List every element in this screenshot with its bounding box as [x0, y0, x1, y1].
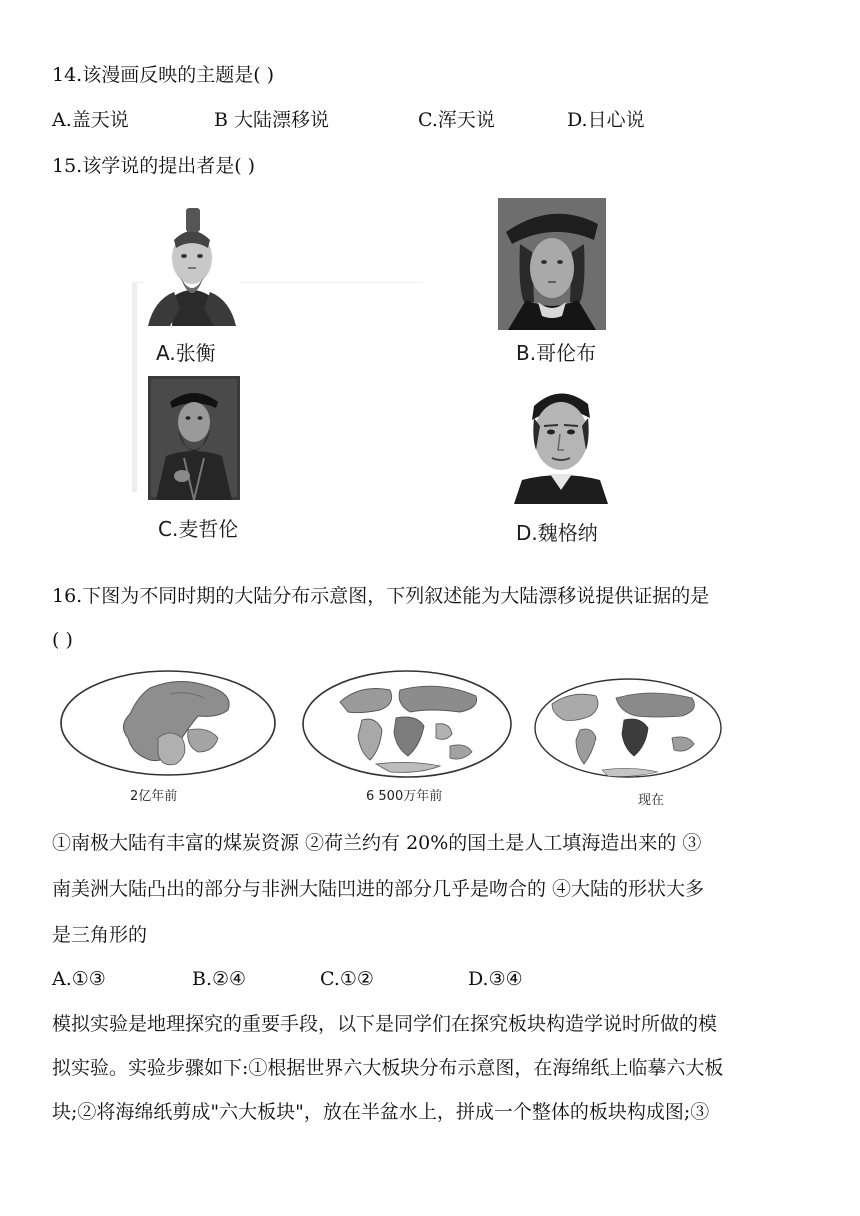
portrait-caption-b: B.哥伦布: [516, 341, 597, 365]
scan-bleed-mark: [132, 282, 137, 492]
portrait-caption-c: C.麦哲伦: [158, 517, 239, 541]
q16-statements-line2: 南美洲大陆凸出的部分与非洲大陆凹进的部分几乎是吻合的 ④大陆的形状大多: [52, 878, 705, 900]
q16-option-b: B.②④: [192, 968, 247, 990]
q14-option-a: A.盖天说: [52, 109, 129, 131]
experiment-line1: 模拟实验是地理探究的重要手段，以下是同学们在探究板块构造学说时所做的模: [52, 1013, 718, 1035]
q14-option-b: B 大陆漂移说: [214, 109, 330, 131]
map-caption-1: 2亿年前: [130, 789, 178, 804]
pangaea-map-icon: [58, 668, 278, 778]
q14-option-d: D.日心说: [567, 109, 645, 131]
wegener-portrait-icon: [514, 378, 608, 504]
q14-option-c: C.浑天说: [418, 109, 495, 131]
q15-stem: 15.该学说的提出者是( ): [52, 155, 256, 177]
portrait-caption-d: D.魏格纳: [516, 521, 598, 545]
map-caption-2: 6 500万年前: [366, 789, 443, 804]
cretaceous-map-icon: [300, 668, 514, 780]
q16-stem-line2: ( ): [52, 629, 73, 651]
q14-stem: 14.该漫画反映的主题是( ): [52, 64, 275, 86]
q16-option-d: D.③④: [468, 968, 523, 990]
experiment-line2: 拟实验。实验步骤如下:①根据世界六大板块分布示意图，在海绵纸上临摹六大板: [52, 1057, 724, 1079]
q16-option-c: C.①②: [320, 968, 374, 990]
map-caption-3: 现在: [638, 793, 665, 808]
experiment-line3: 块;②将海绵纸剪成"六大板块"，放在半盆水上，拼成一个整体的板块构成图;③: [52, 1101, 710, 1123]
portrait-caption-a: A.张衡: [156, 341, 216, 365]
magellan-portrait-icon: [148, 376, 240, 500]
q16-statements-line3: 是三角形的: [52, 924, 148, 946]
q16-stem-line1: 16.下图为不同时期的大陆分布示意图，下列叙述能为大陆漂移说提供证据的是: [52, 585, 710, 607]
columbus-portrait-icon: [498, 198, 606, 330]
q16-statements-line1: ①南极大陆有丰富的煤炭资源 ②荷兰约有 20%的国土是人工填海造出来的 ③: [52, 832, 702, 854]
q16-option-a: A.①③: [52, 968, 106, 990]
present-world-map-icon: [532, 676, 724, 780]
zhang-heng-portrait-icon: [144, 200, 240, 326]
